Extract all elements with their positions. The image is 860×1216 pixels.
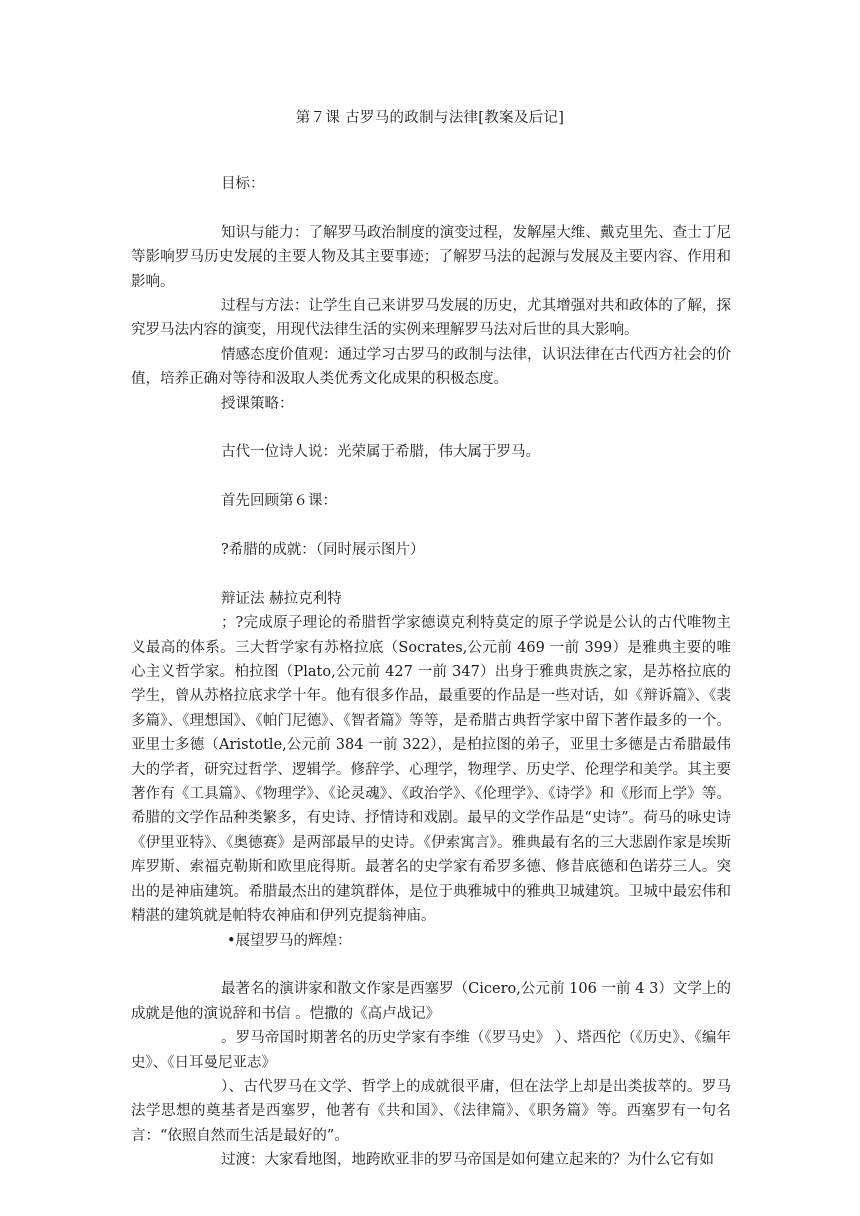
- page-title: 第７课 古罗马的政制与法律[教案及后记]: [295, 110, 565, 126]
- transition-paragraph: 过渡：大家看地图，地跨欧亚非的罗马帝国是如何建立起来的？为什么它有如: [221, 1152, 714, 1169]
- greek-culture-paragraph: ；?完成原子理论的希腊哲学家德谟克利特莫定的原子学说是公认的古代唯物主义最高的体系。三大哲学家有苏格拉底（Socrates,公元前 469 一前 399）是雅典主要的唯心主义哲学家。柏拉图（Plato,公元前 427 一前 347）出身于雅典贵族之家，是苏格拉底的学生，曾从苏格拉底求学十年。他有很多作品，最重要的作品是一些对话，如《辩诉篇》、《裴多篇》、《理想国》、《帕门尼德》、《智者篇》等等，是希腊古典哲学家中留下著作最多的一个。亚里士多德（Aristotle,公元前 384 一前 322），是柏拉图的弟子，亚里士多德是古希腊最伟大的学者，研究过哲学、逻辑学。修辞学、心理学，物理学、历史学、伦理学和美学。其主要著作有《工具篇》、《物理学》、《论灵魂》、《政治学》、《伦理学》、《诗学》和《形而上学》等。希腊的文学作品种类繁多，有史诗、抒情诗和戏剧。最早的文学作品是“史诗”。荷马的咏史诗《伊里亚特》、《奥德赛》是两部最早的史诗。《伊索寓言》。雅典最有名的三大悲剧作家是埃斯库罗斯、索福克勒斯和欧里庇得斯。最著名的史学家有希罗多德、修昔底德和色诺芬三人。突出的是神庙建筑。希腊最杰出的建筑群体，是位于典雅城中的雅典卫城建筑。卫城中最宏伟和精湛的建筑就是帕特农神庙和伊列克提翁神庙。: [131, 615, 731, 925]
- cicero-paragraph: 最著名的演讲家和散文作家是西塞罗（Cicero,公元前 106 一前 4 3）文学上的成就是他的演说辞和书信 。恺撒的《高卢战记》: [131, 981, 731, 1022]
- paragraph-process: 过程与方法：让学生自己来讲罗马发展的历史，尤其增强对共和政体的了解，探究罗马法内容的演变，用现代法律生活的实例来理解罗马法对后世的具大影响。: [131, 298, 731, 339]
- poet-quote: 古代一位诗人说：光荣属于希腊，伟大属于罗马。: [221, 444, 540, 461]
- document-body: [131, 172, 731, 1173]
- strategy-heading: 授课策略：: [221, 395, 294, 412]
- objectives-heading: 目标：: [221, 176, 265, 192]
- roman-law-paragraph: ）、古代罗马在文学、哲学上的成就很平庸，但在法学上却是出类拔萃的。罗马法学思想的奠基者是西塞罗，他著有《共和国》、《法律篇》、《职务篇》等。西塞罗有一句名言：“依照自然而生活是最好的”。: [131, 1078, 731, 1144]
- rome-glory-heading: •展望罗马的辉煌：: [227, 932, 352, 949]
- paragraph-values: 情感态度价值观：通过学习古罗马的政制与法律，认识法律在古代西方社会的价值，培养正确对等待和汲取人类优秀文化成果的积极态度。: [131, 346, 731, 388]
- dialectics-line: 辩证法 赫拉克利特: [221, 590, 342, 607]
- paragraph-knowledge: 知识与能力：了解罗马政治制度的演变过程，发解屋大维、戴克里先、查士丁尼等影响罗马历史发展的主要人物及其主要事迹；了解罗马法的起源与发展及主要内容、作用和影响。: [131, 224, 731, 290]
- review-line: 首先回顾第６课：: [221, 493, 337, 510]
- greek-achievements-line: ?希腊的成就：（同时展示图片）: [221, 542, 425, 559]
- historians-paragraph: 。罗马帝国时期著名的历史学家有李维（《罗马史》 ）、塔西佗（《历史》、《编年史》、《日耳曼尼亚志》: [131, 1030, 731, 1071]
